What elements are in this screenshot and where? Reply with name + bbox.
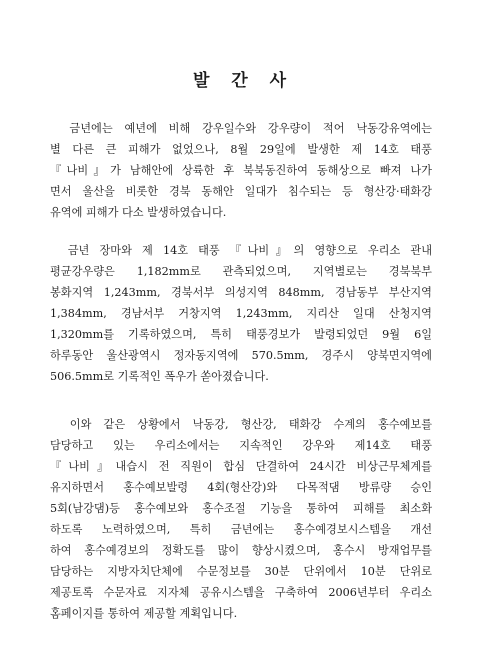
text-line: 5회(남강댐)등 홍수예보와 홍수조절 기능을 통하여 피해를 최소화: [50, 502, 432, 515]
text-line: 금년에는 예년에 비해 강우일수와 강우량이 적어 낙동강유역에는: [50, 122, 432, 135]
text-line: 이와 같은 상황에서 낙동강, 형산강, 태화강 수계의 홍수예보를: [50, 418, 432, 431]
text-line: 금년 장마와 제 14호 태풍 『나비』의 영향으로 우리소 관내: [50, 244, 432, 257]
text-line: 홈페이지를 통하여 제공할 계획입니다.: [50, 607, 238, 620]
text-line: 평균강우량은 1,182mm로 관측되었으며, 지역별로는 경북북부: [50, 265, 432, 278]
paragraph-3: [50, 414, 432, 624]
text-line: 유지하면서 홍수예보발령 4회(형산강)와 다목적댐 방류량 승인: [50, 481, 432, 494]
paragraph-1: [50, 118, 432, 223]
text-line: 『나비』가 남해안에 상륙한 후 북북동진하여 동해상으로 빠져 나가: [50, 164, 432, 177]
text-line: 담당하는 지방자치단체에 수문정보를 30분 단위에서 10분 단위로: [50, 565, 432, 578]
text-line: 하도록 노력하였으며, 특히 금년에는 홍수예경보시스템을 개선: [50, 523, 432, 536]
text-line: 봉화지역 1,243mm, 경북서부 의성지역 848mm, 경남동부 부산지역: [50, 286, 432, 299]
text-line: 유역에 피해가 다소 발생하였습니다.: [50, 206, 227, 219]
text-line: 506.5mm로 기록적인 폭우가 쏟아졌습니다.: [50, 370, 269, 383]
text-line: 하루동안 울산광역시 정자동지역에 570.5mm, 경주시 양북면지역에: [50, 349, 432, 362]
text-line: 제공토록 수문자료 지자체 공유시스템을 구축하여 2006년부터 우리소: [50, 586, 432, 599]
text-line: 1,320mm를 기록하였으며, 특히 태풍경보가 발령되었던 9월 6일: [50, 328, 432, 341]
text-line: 면서 울산을 비롯한 경북 동해안 일대가 침수되는 등 형산강·태화강: [50, 185, 432, 198]
text-line: 『나비』내습시 전 직원이 합심 단결하여 24시간 비상근무체계를: [50, 460, 432, 473]
text-line: 담당하고 있는 우리소에서는 지속적인 강우와 제14호 태풍: [50, 439, 432, 452]
text-line: 1,384mm, 경남서부 거창지역 1,243mm, 지리산 일대 산청지역: [50, 307, 432, 320]
paragraph-2: [50, 240, 432, 387]
text-line: 하여 홍수예경보의 정확도를 많이 향상시켰으며, 홍수시 방재업무를: [50, 544, 432, 557]
page-title: 발 간 사: [192, 71, 288, 91]
text-line: 별 다른 큰 피해가 없었으나, 8월 29일에 발생한 제 14호 태풍: [50, 143, 432, 156]
